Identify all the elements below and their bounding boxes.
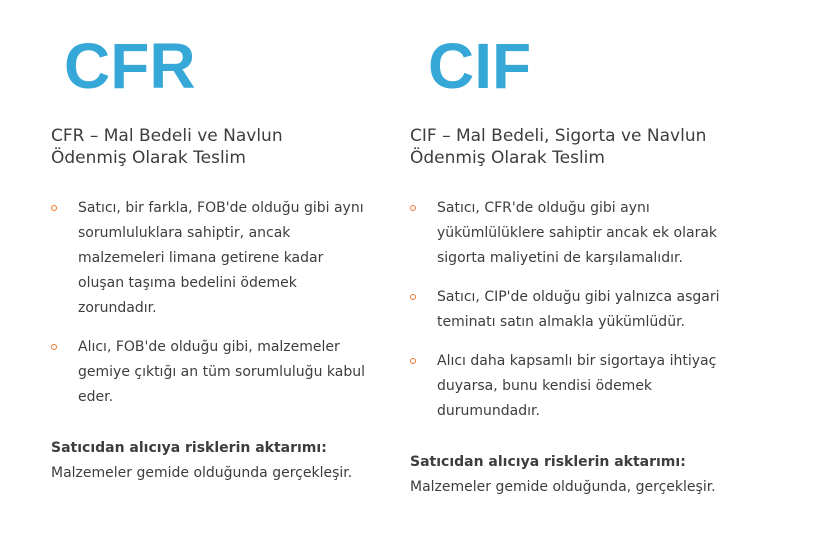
cif-bullet-item [410,349,750,424]
bullet-line: teminatı satın almakla yükümlüdür. [437,314,685,330]
bullet-line: Satıcı, bir farkla, FOB'de olduğu gibi aynı [78,200,364,216]
bullet-line: Satıcı, CIP'de olduğu gibi yalnızca asgari [437,289,720,305]
bullet-ring-icon [410,205,416,211]
bullet-line: zorundadır. [78,300,157,316]
cif-risk-text: Malzemeler gemide olduğunda, gerçekleşir. [410,479,716,495]
cfr-risk-label: Satıcıdan alıcıya risklerin aktarımı: [51,440,327,456]
bullet-line: sorumluluklara sahiptir, ancak [78,225,291,241]
bullet-line: oluşan taşıma bedelini ödemek [78,275,297,291]
cif-bullet-list [410,196,750,424]
cif-risk-label: Satıcıdan alıcıya risklerin aktarımı: [410,454,686,470]
cfr-risk-text: Malzemeler gemide olduğunda gerçekleşir. [51,465,353,481]
bullet-ring-icon [51,205,57,211]
cfr-subtitle-line-2: Ödenmiş Olarak Teslim [51,148,246,168]
bullet-line: gemiye çıktığı an tüm sorumluluğu kabul [78,364,365,380]
cfr-title: CFR [64,30,196,102]
bullet-line: Satıcı, CFR'de olduğu gibi aynı [437,200,650,216]
bullet-line: yükümlülüklere sahiptir ancak ek olarak [437,225,718,241]
bullet-line: Alıcı, FOB'de olduğu gibi, malzemeler [78,339,340,355]
bullet-ring-icon [51,344,57,350]
cif-bullet-item [410,196,750,271]
bullet-line: eder. [78,389,114,405]
bullet-line: durumundadır. [437,403,540,419]
bullet-line: duyarsa, bunu kendisi ödemek [437,378,653,394]
cfr-bullet-item [51,335,391,410]
bullet-line: malzemeleri limana getirene kadar [78,250,324,266]
cif-subtitle [410,125,706,169]
cfr-bullet-list [51,196,391,410]
bullet-ring-icon [410,294,416,300]
cif-subtitle-line-1: CIF – Mal Bedeli, Sigorta ve Navlun [410,126,707,146]
cif-title: CIF [428,30,532,102]
cif-bullet-item [410,285,750,335]
bullet-line: sigorta maliyetini de karşılamalıdır. [437,250,683,266]
cfr-bullet-item [51,196,391,321]
bullet-line: Alıcı daha kapsamlı bir sigortaya ihtiyaç [437,353,717,369]
cfr-subtitle [51,125,283,169]
cif-subtitle-line-2: Ödenmiş Olarak Teslim [410,148,605,168]
cfr-subtitle-line-1: CFR – Mal Bedeli ve Navlun [51,126,283,146]
bullet-ring-icon [410,358,416,364]
